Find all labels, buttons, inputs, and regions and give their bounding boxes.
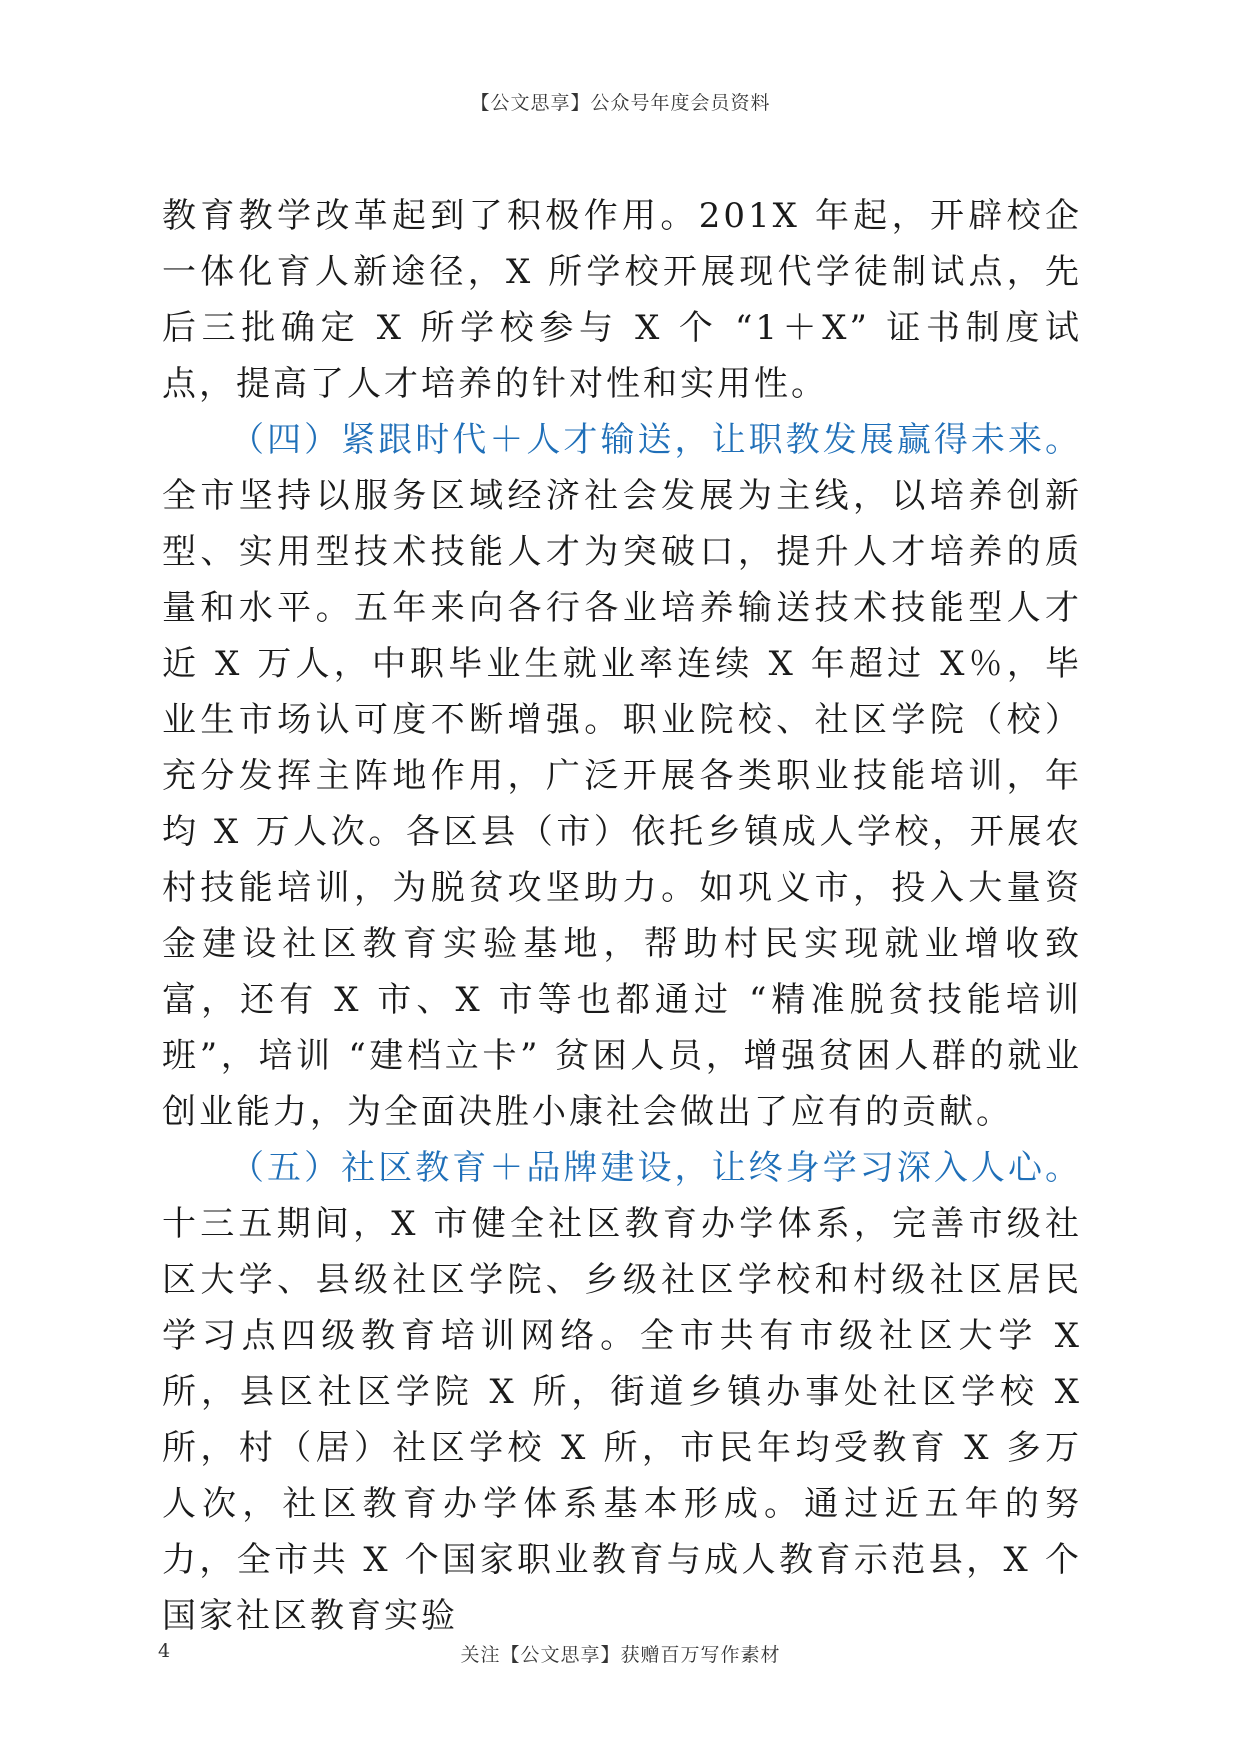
paragraph-section-four	[162, 412, 1082, 1140]
page-number: 4	[158, 1640, 171, 1662]
paragraph-section-five	[162, 1140, 1082, 1644]
paragraph-text: 教育教学改革起到了积极作用。201X 年起，开辟校企一体化育人新途径，X 所学校开展现代学徒制试点，先后三批确定 X 所学校参与 X 个 “1＋X” 证书制度试点，提高了人才培养的针对性和实用性。	[162, 196, 1082, 404]
section-heading-four: （四）紧跟时代＋人才输送，让职教发展赢得未来。	[230, 420, 1082, 460]
page-header: 【公文思享】公众号年度会员资料	[470, 92, 771, 114]
paragraph-continuation	[162, 188, 1082, 412]
paragraph-text: 十三五期间，X 市健全社区教育办学体系，完善市级社区大学、县级社区学院、乡级社区学校和村级社区居民学习点四级教育培训网络。全市共有市级社区大学 X 所，县区社区学院 X 所，街道乡镇办事处社区学校 X 所，村（居）社区学校 X 所，市民年均受教育 X 多万人次，社区教育办学体系基本形成。通过近五年的努力，全市共 X 个国家职业教育与成人教育示范县，X 个国家社区教育实验	[162, 1204, 1082, 1636]
section-heading-five: （五）社区教育＋品牌建设，让终身学习深入人心。	[230, 1148, 1082, 1188]
paragraph-text: 全市坚持以服务区域经济社会发展为主线，以培养创新型、实用型技术技能人才为突破口，提升人才培养的质量和水平。五年来向各行各业培养输送技术技能型人才近 X 万人，中职毕业生就业率连续 X 年超过 X％，毕业生市场认可度不断增强。职业院校、社区学院（校）充分发挥主阵地作用，广泛开展各类职业技能培训，年均 X 万人次。各区县（市）依托乡镇成人学校，开展农村技能培训，为脱贫攻坚助力。如巩义市，投入大量资金建设社区教育实验基地，帮助村民实现就业增收致富，还有 X 市、X 市等也都通过 “精准脱贫技能培训班”，培训 “建档立卡” 贫困人员，增强贫困人群的就业创业能力，为全面决胜小康社会做出了应有的贡献。	[162, 476, 1082, 1132]
document-body	[162, 188, 1082, 1644]
page-footer: 关注【公文思享】获赠百万写作素材	[460, 1644, 781, 1666]
